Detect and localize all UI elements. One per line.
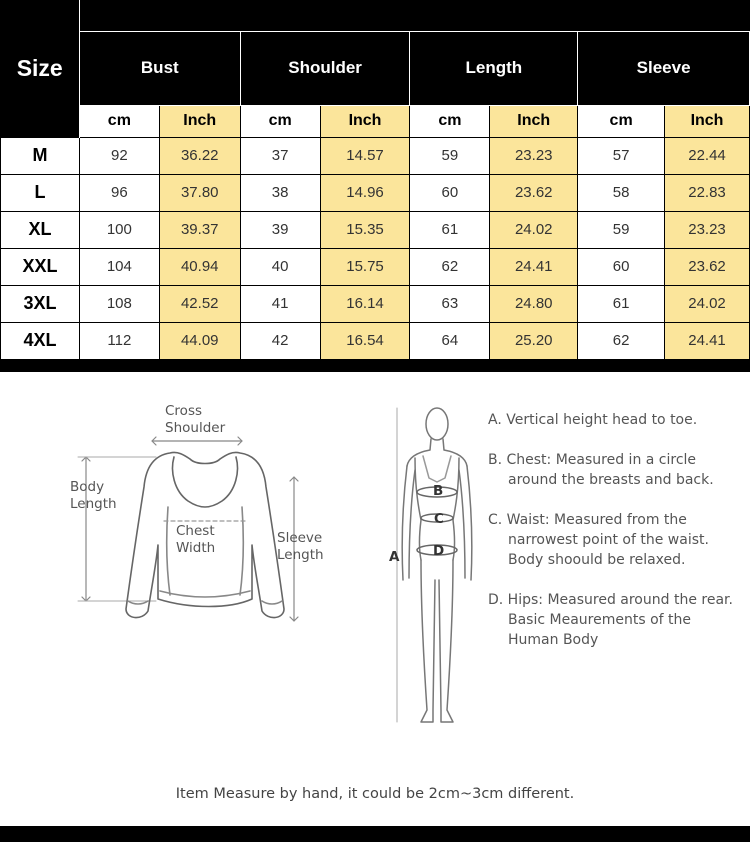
bust-header: Bust [79, 31, 240, 105]
body-length-label [70, 479, 117, 513]
sleeve-length-line2: Length [277, 547, 324, 563]
chest-width-label [176, 523, 215, 557]
legend-b: B. Chest: Measured in a circle around the breasts and back. [488, 452, 714, 488]
legend-c: C. Waist: Measured from the narrowest point of the waist. Body shoould be relaxed. [488, 512, 709, 568]
length-header: Length [410, 31, 578, 105]
shoulder-cm: 38 [240, 174, 320, 211]
table-row [1, 211, 750, 248]
bust-cm: 112 [79, 322, 159, 359]
length-inch: 24.80 [490, 285, 578, 322]
unit-inch: Inch [159, 105, 240, 137]
bust-cm: 104 [79, 248, 159, 285]
bottom-bar [0, 826, 750, 842]
sleeve-cm: 60 [578, 248, 665, 285]
shoulder-header: Shoulder [240, 31, 410, 105]
unit-inch: Inch [490, 105, 578, 137]
shoulder-inch: 16.14 [320, 285, 410, 322]
sleeve-inch: 24.41 [665, 322, 750, 359]
unit-cm: cm [240, 105, 320, 137]
bust-inch: 36.22 [159, 137, 240, 174]
legend-d: D. Hips: Measured around the rear. Basic Meaurements of the Human Body [488, 592, 733, 648]
table-row [1, 174, 750, 211]
shoulder-cm: 42 [240, 322, 320, 359]
length-inch: 24.02 [490, 211, 578, 248]
body-length-line2: Length [70, 496, 117, 512]
cross-shoulder-line1: Cross [165, 403, 203, 419]
footer-note: Item Measure by hand, it could be 2cm~3cm different. [175, 786, 575, 802]
length-inch: 23.23 [490, 137, 578, 174]
shoulder-inch: 16.54 [320, 322, 410, 359]
bust-inch: 37.80 [159, 174, 240, 211]
unit-cm: cm [578, 105, 665, 137]
bust-cm: 100 [79, 211, 159, 248]
head-outline [426, 408, 448, 440]
bust-cm: 108 [79, 285, 159, 322]
sleeve-inch: 23.23 [665, 211, 750, 248]
size-label: 4XL [1, 322, 80, 359]
cross-shoulder-label [165, 403, 225, 437]
length-cm: 63 [410, 285, 490, 322]
bust-inch: 42.52 [159, 285, 240, 322]
legend-a: A. Vertical height head to toe. [488, 412, 698, 428]
sleeve-cm: 61 [578, 285, 665, 322]
length-inch: 25.20 [490, 322, 578, 359]
shoulder-cm: 40 [240, 248, 320, 285]
length-cm: 62 [410, 248, 490, 285]
size-label: L [1, 174, 80, 211]
shoulder-inch: 14.96 [320, 174, 410, 211]
header-band [79, 0, 749, 31]
chest-width-line2: Width [176, 540, 216, 556]
marker-b: B [433, 483, 444, 499]
length-cm: 61 [410, 211, 490, 248]
sleeve-cm: 57 [578, 137, 665, 174]
bust-cm: 92 [79, 137, 159, 174]
human-body-diagram [385, 400, 485, 735]
shoulder-cm: 39 [240, 211, 320, 248]
unit-cm: cm [79, 105, 159, 137]
length-inch: 23.62 [490, 174, 578, 211]
sleeve-inch: 23.62 [665, 248, 750, 285]
measurement-legend [488, 410, 743, 670]
table-row [1, 322, 750, 359]
unit-inch: Inch [665, 105, 750, 137]
length-cm: 60 [410, 174, 490, 211]
sleeve-length-label [277, 530, 324, 564]
table-row [1, 285, 750, 322]
chest-width-line1: Chest [176, 523, 215, 539]
shoulder-inch: 14.57 [320, 137, 410, 174]
size-label: XXL [1, 248, 80, 285]
sleeve-cm: 59 [578, 211, 665, 248]
sleeve-cm: 62 [578, 322, 665, 359]
length-cm: 59 [410, 137, 490, 174]
unit-cm: cm [410, 105, 490, 137]
shoulder-inch: 15.75 [320, 248, 410, 285]
bust-inch: 39.37 [159, 211, 240, 248]
unit-inch: Inch [320, 105, 410, 137]
bust-inch: 44.09 [159, 322, 240, 359]
size-label: XL [1, 211, 80, 248]
sleeve-header: Sleeve [578, 31, 750, 105]
marker-d: D [433, 543, 445, 559]
length-cm: 64 [410, 322, 490, 359]
cross-shoulder-line2: Shoulder [165, 420, 226, 436]
marker-c: C [434, 511, 444, 527]
size-chart-table [0, 0, 750, 360]
table-row [1, 137, 750, 174]
length-inch: 24.41 [490, 248, 578, 285]
sleeve-inch: 24.02 [665, 285, 750, 322]
table-row [1, 248, 750, 285]
sleeve-inch: 22.44 [665, 137, 750, 174]
sleeve-length-line1: Sleeve [277, 530, 323, 546]
shoulder-cm: 37 [240, 137, 320, 174]
bust-inch: 40.94 [159, 248, 240, 285]
shoulder-inch: 15.35 [320, 211, 410, 248]
size-label: 3XL [1, 285, 80, 322]
bust-cm: 96 [79, 174, 159, 211]
sleeve-cm: 58 [578, 174, 665, 211]
sleeve-inch: 22.83 [665, 174, 750, 211]
body-length-line1: Body [70, 479, 105, 495]
size-label: M [1, 137, 80, 174]
shoulder-cm: 41 [240, 285, 320, 322]
marker-a: A [389, 549, 400, 565]
size-header: Size [1, 0, 80, 137]
